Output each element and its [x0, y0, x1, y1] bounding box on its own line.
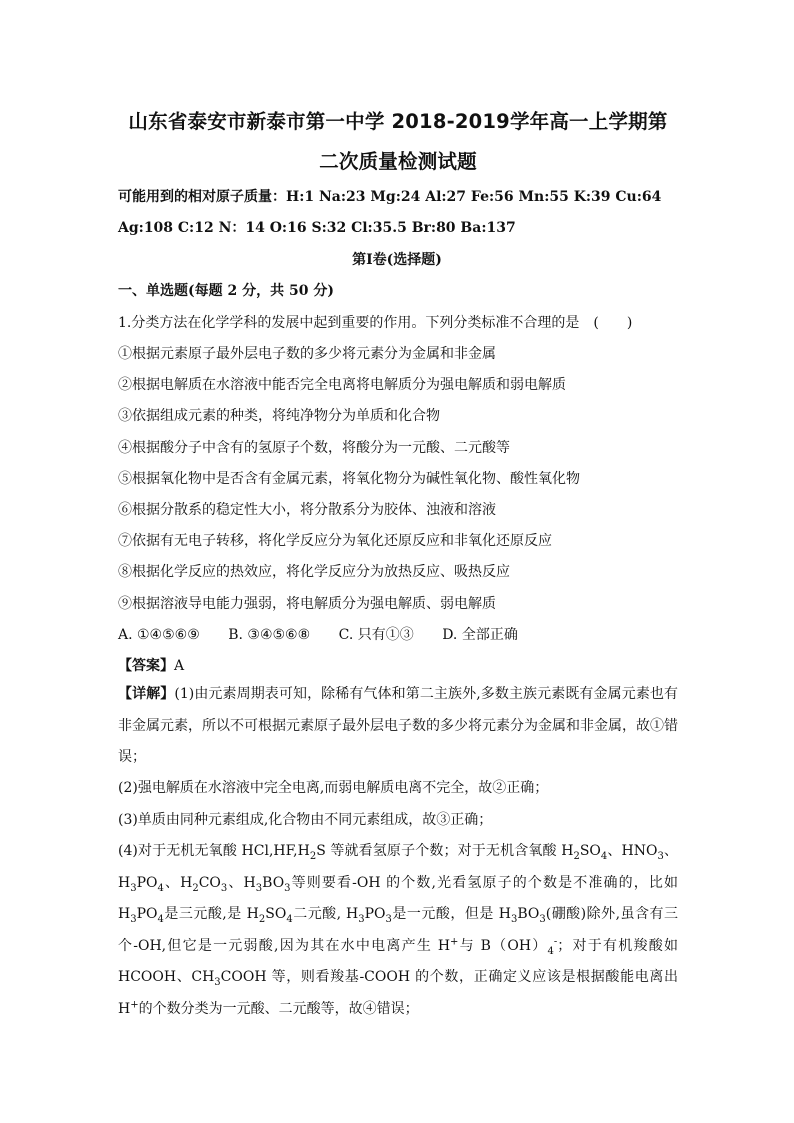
question-item: ④根据酸分子中含有的氢原子个数，将酸分为一元酸、二元酸等 [118, 440, 510, 456]
question-item: ⑦依据有无电子转移，将化学反应分为氧化还原反应和非氧化还原反应 [118, 533, 552, 549]
explanation-paragraph-3: (3)单质由同种元素组成,化合物由不同元素组成，故③正确； [118, 812, 493, 828]
option-d: D. 全部正确 [442, 627, 518, 643]
question-item: ⑥根据分散系的稳定性大小，将分散系分为胶体、浊液和溶液 [118, 502, 496, 518]
question-item: ②根据电解质在水溶液中能否完全电离将电解质分为强电解质和弱电解质 [118, 377, 566, 393]
question-item: ①根据元素原子最外层电子数的多少将元素分为金属和非金属 [118, 346, 496, 362]
section-title: 第Ⅰ卷(选择题) [352, 252, 442, 268]
explanation-paragraph-2: (2)强电解质在水溶液中完全电离,而弱电解质电离不完全，故②正确； [118, 780, 549, 796]
explanation-text: (1)由元素周期表可知，除稀有气体和第二主族外,多数主族元素既有金属元素也有非金属元素，所以不可根据元素原子最外层电子数的多少将元素分为金属和非金属，故①错误； [118, 686, 679, 765]
document-title-line2: 二次质量检测试题 [319, 150, 477, 173]
explanation-label: 【详解】 [118, 686, 175, 702]
answer-value: A [174, 658, 185, 674]
question-item: ⑧根据化学反应的热效应，将化学反应分为放热反应、吸热反应 [118, 564, 510, 580]
answer-label: 【答案】 [118, 658, 174, 674]
atomic-mass-line1: 可能用到的相对原子质量：H:1 Na:23 Mg:24 Al:27 Fe:56 Mn:55 K:39 Cu:64 [118, 189, 662, 205]
question-item: ⑨根据溶液导电能力强弱，将电解质分为强电解质、弱电解质 [118, 596, 496, 612]
option-c: C. 只有①③ [338, 627, 414, 643]
atomic-mass-line2: Ag:108 C:12 N：14 O:16 S:32 Cl:35.5 Br:80 Ba:137 [118, 220, 516, 236]
part-heading: 一、单选题(每题 2 分，共 50 分) [118, 283, 334, 299]
answer-options [118, 624, 542, 644]
explanation-paragraph-1 [118, 679, 678, 774]
option-b: B. ③④⑤⑥⑧ [228, 627, 311, 643]
option-a: A. ①④⑤⑥⑨ [118, 627, 200, 643]
explanation-paragraph-4: (4)对于无机无氧酸 $HCl,HF,H_2S$ 等就看氢原子个数；对于无机含氧酸 $H_2SO_4$、$HNO_3$、$H_3PO_4$、$H_2CO_3$、$H_3BO_3$等则要看-OH 的个数,光看氢原子的个数是不准确的，比如 $H_3PO_4$是三元酸,是 $H_2SO_4$二元酸, $H_3PO_3$是一元酸，但是 $H_3BO_3$(硼酸)除外,虽含有三个-OH,但它是一元弱酸,因为其在水中电离产生 H+与 $B(OH)_4^-$；对于有机羧酸如 HCOOH、$CH_3COOH$ 等，则看羧基-COOH 的个数，正确定义应该是根据酸能电离出 H+的个数分类为一元酸、二元酸等，故④错误； [118, 843, 679, 1017]
document-title-line1: 山东省泰安市新泰市第一中学 2018-2019学年高一上学期第 [128, 110, 668, 133]
answer-line [118, 655, 184, 675]
question-item: ⑤根据氧化物中是否含有金属元素，将氧化物分为碱性氧化物、酸性氧化物 [118, 471, 580, 487]
question-stem: 1.分类方法在化学学科的发展中起到重要的作用。下列分类标准不合理的是 ( ) [118, 315, 633, 331]
question-item: ③依据组成元素的种类，将纯净物分为单质和化合物 [118, 408, 440, 424]
